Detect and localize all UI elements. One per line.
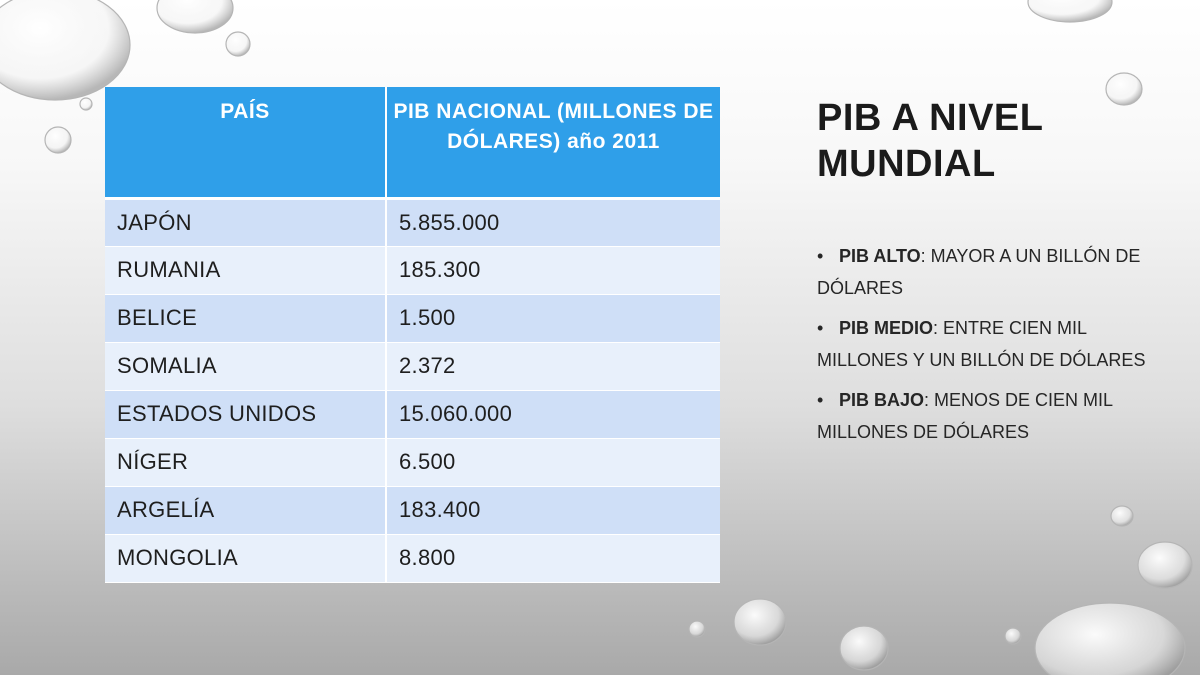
gdp-cell: 185.300 xyxy=(386,246,720,294)
gdp-cell: 5.855.000 xyxy=(386,198,720,246)
column-header-country: PAÍS xyxy=(105,87,386,198)
slide-title: PIB A NIVEL MUNDIAL xyxy=(817,97,1043,185)
bullet-text: : MENOS DE CIEN MIL MILLONES DE DÓLARES xyxy=(817,390,1113,442)
gdp-cell: 8.800 xyxy=(386,534,720,582)
table-row xyxy=(105,294,720,342)
table-row xyxy=(105,534,720,582)
list-item xyxy=(817,240,1162,304)
bullet-text: : ENTRE CIEN MIL MILLONES Y UN BILLÓN DE DÓLARES xyxy=(817,318,1146,370)
gdp-cell: 183.400 xyxy=(386,486,720,534)
table-row xyxy=(105,486,720,534)
table-row xyxy=(105,438,720,486)
country-cell: RUMANIA xyxy=(105,246,386,294)
bullet-dot-icon: • xyxy=(817,390,824,410)
table-row xyxy=(105,198,720,246)
table-header-row xyxy=(105,87,720,198)
gdp-cell: 15.060.000 xyxy=(386,390,720,438)
country-cell: MONGOLIA xyxy=(105,534,386,582)
country-cell: JAPÓN xyxy=(105,198,386,246)
country-cell: BELICE xyxy=(105,294,386,342)
country-cell: NÍGER xyxy=(105,438,386,486)
bullet-term: PIB MEDIO xyxy=(839,318,934,338)
bullet-dot-icon: • xyxy=(817,318,824,338)
list-item xyxy=(817,384,1162,448)
list-item xyxy=(817,312,1162,376)
table-row xyxy=(105,342,720,390)
country-cell: ESTADOS UNIDOS xyxy=(105,390,386,438)
bullet-term: PIB BAJO xyxy=(839,390,925,410)
gdp-classification-list xyxy=(817,240,1162,456)
bullet-dot-icon: • xyxy=(817,246,824,266)
country-cell: SOMALIA xyxy=(105,342,386,390)
country-cell: ARGELÍA xyxy=(105,486,386,534)
gdp-cell: 6.500 xyxy=(386,438,720,486)
gdp-cell: 1.500 xyxy=(386,294,720,342)
gdp-cell: 2.372 xyxy=(386,342,720,390)
table-row xyxy=(105,246,720,294)
bullet-text: : MAYOR A UN BILLÓN DE DÓLARES xyxy=(817,246,1141,298)
bullet-term: PIB ALTO xyxy=(839,246,921,266)
gdp-table xyxy=(105,87,720,583)
column-header-gdp: PIB NACIONAL (MILLONES DE DÓLARES) año 2011 xyxy=(386,87,720,198)
table-row xyxy=(105,390,720,438)
